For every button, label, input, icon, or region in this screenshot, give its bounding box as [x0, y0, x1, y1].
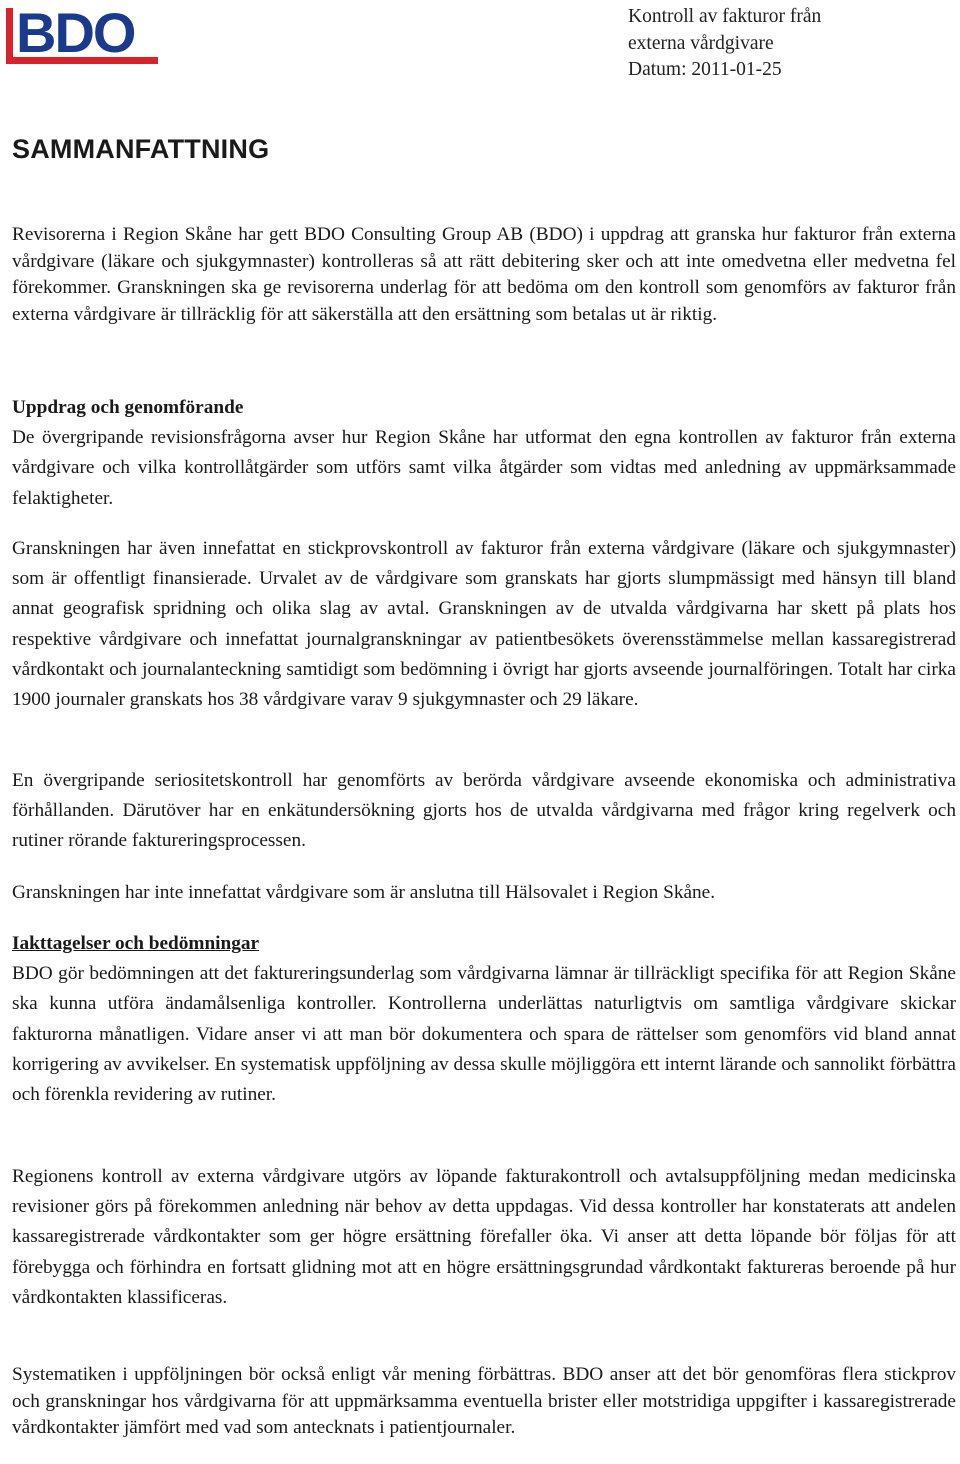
section-iakttagelser-p1: BDO gör bedömningen att det faktureringsunderlag som vårdgivarna lämnar är tillräckligt specifika för att Region Skåne ska kunna utföra ändamålsenliga kontroller. Kontrollerna underlättas naturligtvis om samtliga vårdgivare skickar fakturorna månatligen. Vidare anser vi att man bör dokumentera och spara de rättelser som genomförs vid bland annat korrigering av avvikelser. En systematisk uppföljning av dessa skulle möjliggöra ett internt lärande och sannolikt förbättra och förenkla revidering av rutiner.: [12, 963, 956, 1106]
doc-title-line2: externa vårdgivare: [628, 32, 774, 54]
bdo-logo: [4, 2, 164, 71]
page-title: SAMMANFATTNING: [12, 134, 270, 164]
section-uppdrag-p4: Granskningen har inte innefattat vårdgivare som är anslutna till Hälsovalet i Region Skåne.: [12, 882, 716, 903]
section-heading-iakttagelser: Iakttagelser och bedömningar: [12, 933, 260, 954]
doc-title-line1: Kontroll av fakturor från: [628, 6, 822, 27]
section-uppdrag-p1: De övergripande revisionsfrågorna avser hur Region Skåne har utformat den egna kontrollen av fakturor från externa vårdgivare och vilka kontrollåtgärder som utförs samt vilka åtgärder som vidtas med anledning av uppmärksammade felaktigheter.: [12, 427, 956, 509]
section-uppdrag-p2: Granskningen har även innefattat en stickprovskontroll av fakturor från externa vårdgivare (läkare och sjukgymnaster) som är offentligt finansierade. Urvalet av de vårdgivare som granskats har gjorts slumpmässigt med hänsyn till bland annat geografisk spridning och olika slag av avtal. Granskningen av de utvalda vårdgivarna har skett på plats hos respektive vårdgivare och innefattat journalgranskningar av patientbesökets överensstämmelse mellan kassaregistrerad vårdkontakt och journalanteckning samtidigt som bedömning i övrigt har gjorts avseende journalföringen. Totalt har cirka 1900 journaler granskats hos 38 vårdgivare varav 9 sjukgymnaster och 29 läkare.: [12, 538, 956, 711]
bdo-logo-graphic: [4, 2, 164, 66]
section-uppdrag-p3: En övergripande seriositetskontroll har genomförts av berörda vårdgivare avseende ekonomiska och administrativa förhållanden. Därutöver har en enkätundersökning gjorts hos de utvalda vårdgivarna med frågor kring regelverk och rutiner rörande faktureringsprocessen.: [12, 770, 956, 852]
doc-date: Datum: 2011-01-25: [628, 59, 782, 80]
document-header: [628, 4, 821, 84]
section-heading-uppdrag: Uppdrag och genomförande: [12, 397, 244, 418]
intro-paragraph: Revisorerna i Region Skåne har gett BDO Consulting Group AB (BDO) i uppdrag att granska hur fakturor från externa vårdgivare (läkare och sjukgymnaster) kontrolleras så att rätt debitering sker och att inte omedvetna eller medvetna fel förekommer. Granskningen ska ge revisorerna underlag för att bedöma om den kontroll som genomförs av fakturor från externa vårdgivare är tillräcklig för att säkerställa att den ersättning som betalas ut är riktig.: [12, 224, 956, 325]
section-iakttagelser-p2: Regionens kontroll av externa vårdgivare utgörs av löpande fakturakontroll och avtalsuppföljning medan medicinska revisioner görs på förekommen anledning när behov av detta uppdagas. Vid dessa kontroller har konstaterats att andelen kassaregistrerade vårdkontakter som ger högre ersättning förefaller öka. Vi anser att detta löpande bör följas för att förebygga och förhindra en fortsatt glidning mot att en högre ersättningsgrundad vårdkontakt faktureras beroende på hur vårdkontakten klassificeras.: [12, 1166, 956, 1308]
section-uppdrag: [12, 393, 956, 514]
logo-text: BDO: [16, 2, 135, 64]
section-iakttagelser-p3: Systematiken i uppföljningen bör också enligt vår mening förbättras. BDO anser att det bör genomföras flera stickprov och granskningar hos vårdgivarna för att uppmärksamma eventuella brister eller motstridiga uppgifter i kassaregistrerade vårdkontakter jämfört med vad som antecknats i patientjournaler.: [12, 1364, 956, 1438]
section-iakttagelser: [12, 929, 956, 1110]
